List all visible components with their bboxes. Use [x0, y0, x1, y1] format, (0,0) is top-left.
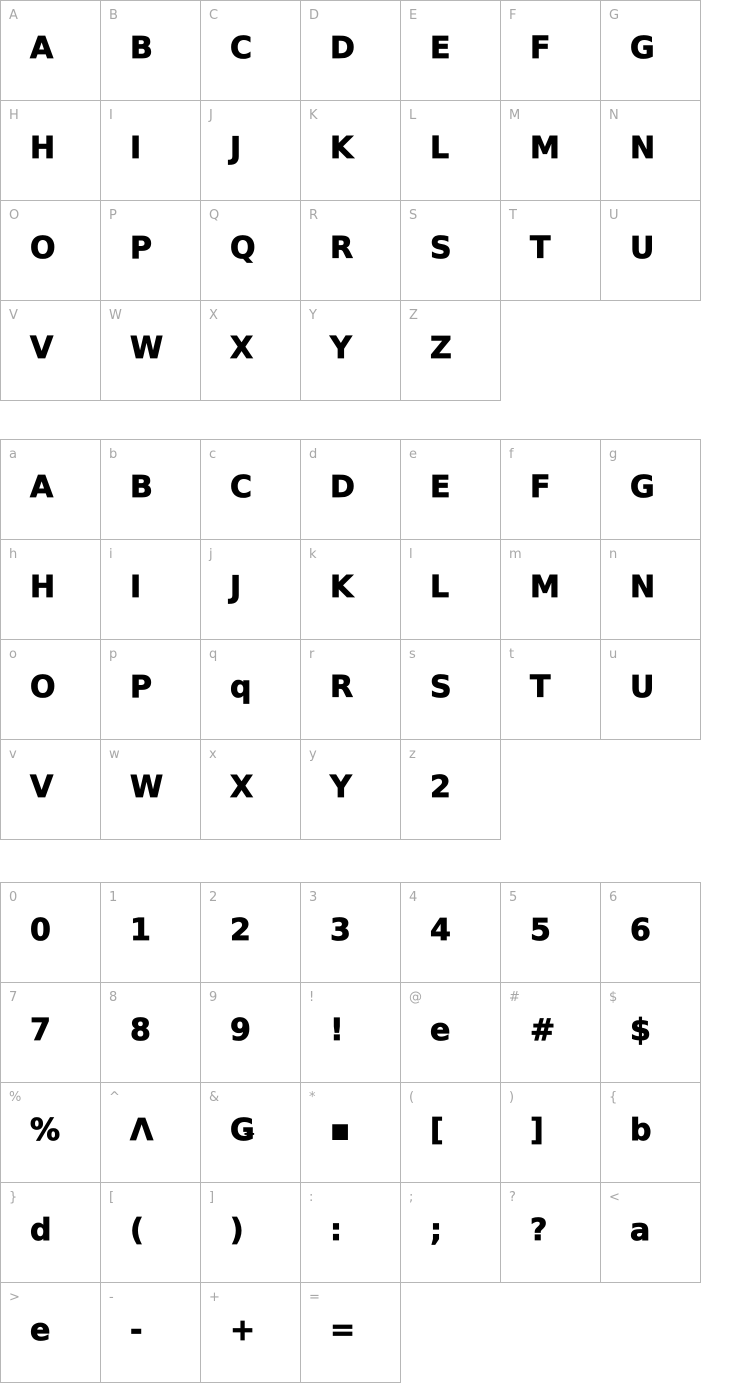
char-glyph: U	[630, 231, 655, 266]
char-code-label: <	[609, 1190, 620, 1205]
char-cell	[100, 1182, 201, 1283]
char-code-label: 2	[209, 890, 218, 905]
char-glyph: X	[230, 331, 254, 366]
char-code-label: t	[509, 647, 515, 662]
char-code-label: >	[9, 1290, 20, 1305]
char-cell	[0, 539, 101, 640]
char-cell	[400, 439, 501, 540]
char-glyph: H	[30, 131, 56, 166]
char-cell	[200, 200, 301, 301]
char-glyph: ?	[530, 1213, 548, 1248]
char-code-label: D	[309, 8, 320, 23]
char-cell	[500, 982, 601, 1083]
charmap-section-uppercase-letters	[0, 0, 701, 401]
char-cell	[400, 0, 501, 101]
char-cell	[0, 882, 101, 983]
charmap-row	[0, 101, 701, 201]
char-glyph: U	[630, 670, 655, 705]
char-code-label: M	[509, 108, 521, 123]
char-cell	[500, 200, 601, 301]
char-code-label: +	[209, 1290, 220, 1305]
char-glyph: L	[430, 570, 450, 605]
char-code-label: %	[9, 1090, 22, 1105]
char-code-label: Q	[209, 208, 220, 223]
char-cell	[0, 1182, 101, 1283]
char-glyph: 0	[30, 913, 51, 948]
char-cell	[400, 539, 501, 640]
char-cell	[100, 100, 201, 201]
char-glyph: 2	[430, 770, 451, 805]
char-code-label: p	[109, 647, 118, 662]
char-cell	[300, 1082, 401, 1183]
char-glyph: A	[30, 31, 54, 66]
char-glyph: D	[330, 470, 355, 505]
char-glyph: J	[230, 570, 242, 605]
char-code-label: 0	[9, 890, 18, 905]
char-cell	[600, 100, 701, 201]
char-cell	[400, 100, 501, 201]
char-glyph: $	[630, 1013, 651, 1048]
char-glyph: B	[130, 470, 153, 505]
char-cell	[200, 1282, 301, 1383]
char-glyph: S	[430, 670, 452, 705]
char-glyph: O	[30, 231, 56, 266]
char-cell	[300, 1282, 401, 1383]
char-glyph: :	[330, 1213, 342, 1248]
char-code-label: 8	[109, 990, 118, 1005]
char-glyph: (	[130, 1213, 144, 1248]
char-glyph: ▪	[330, 1113, 351, 1148]
char-code-label: {	[609, 1090, 618, 1105]
char-glyph: I	[130, 570, 142, 605]
char-cell	[600, 539, 701, 640]
char-code-label: c	[209, 447, 217, 462]
char-glyph: K	[330, 131, 354, 166]
char-code-label: V	[9, 308, 18, 323]
char-glyph: C	[230, 31, 253, 66]
char-glyph: 4	[430, 913, 451, 948]
char-glyph: Q	[230, 231, 256, 266]
char-cell	[600, 639, 701, 740]
char-code-label: ;	[409, 1190, 414, 1205]
char-glyph: J	[230, 131, 242, 166]
char-cell	[500, 882, 601, 983]
char-cell	[600, 982, 701, 1083]
char-code-label: S	[409, 208, 418, 223]
char-glyph: C	[230, 470, 253, 505]
char-glyph: O	[30, 670, 56, 705]
char-cell	[600, 439, 701, 540]
char-glyph: T	[530, 231, 551, 266]
char-code-label: W	[109, 308, 122, 323]
char-code-label: v	[9, 747, 17, 762]
char-cell	[500, 439, 601, 540]
char-glyph: =	[330, 1313, 356, 1348]
char-cell	[100, 200, 201, 301]
char-code-label: u	[609, 647, 618, 662]
char-code-label: 3	[309, 890, 318, 905]
char-glyph: T	[530, 670, 551, 705]
char-code-label: [	[109, 1190, 115, 1205]
char-glyph: 9	[230, 1013, 251, 1048]
char-code-label: m	[509, 547, 522, 562]
char-code-label: x	[209, 747, 217, 762]
char-code-label: $	[609, 990, 618, 1005]
char-glyph: P	[130, 231, 152, 266]
char-code-label: y	[309, 747, 317, 762]
char-glyph: 5	[530, 913, 551, 948]
char-glyph: P	[130, 670, 152, 705]
char-glyph: E	[430, 31, 451, 66]
charmap-row	[0, 1183, 701, 1283]
char-glyph: [	[430, 1113, 444, 1148]
char-cell	[300, 982, 401, 1083]
char-glyph: M	[530, 131, 560, 166]
char-code-label: =	[309, 1290, 320, 1305]
char-cell	[400, 882, 501, 983]
char-code-label: 5	[509, 890, 518, 905]
char-code-label: &	[209, 1090, 220, 1105]
char-cell	[100, 439, 201, 540]
char-code-label: a	[9, 447, 17, 462]
charmap-row	[0, 1083, 701, 1183]
char-glyph: V	[30, 331, 54, 366]
char-glyph: R	[330, 231, 354, 266]
char-cell	[200, 539, 301, 640]
char-cell	[200, 1182, 301, 1283]
char-code-label: I	[109, 108, 113, 123]
char-cell	[200, 439, 301, 540]
char-cell	[100, 300, 201, 401]
char-cell	[500, 539, 601, 640]
char-code-label: Y	[309, 308, 317, 323]
char-code-label: i	[109, 547, 113, 562]
char-cell	[500, 0, 601, 101]
char-cell	[600, 882, 701, 983]
char-code-label: ]	[209, 1190, 215, 1205]
char-code-label: B	[109, 8, 118, 23]
char-cell	[0, 1082, 101, 1183]
char-code-label: *	[309, 1090, 316, 1105]
char-code-label: O	[9, 208, 20, 223]
char-cell	[400, 982, 501, 1083]
char-glyph: a	[630, 1213, 651, 1248]
char-cell	[300, 539, 401, 640]
char-code-label: A	[9, 8, 18, 23]
char-code-label: g	[609, 447, 618, 462]
char-code-label: r	[309, 647, 315, 662]
char-glyph: W	[130, 770, 164, 805]
char-cell	[300, 0, 401, 101]
char-cell	[400, 639, 501, 740]
char-code-label: F	[509, 8, 517, 23]
char-code-label: b	[109, 447, 118, 462]
char-code-label: -	[109, 1290, 114, 1305]
char-glyph: 8	[130, 1013, 151, 1048]
char-code-label: n	[609, 547, 618, 562]
char-glyph: S	[430, 231, 452, 266]
char-code-label: L	[409, 108, 417, 123]
char-code-label: l	[409, 547, 413, 562]
char-code-label: q	[209, 647, 218, 662]
charmap-row	[0, 439, 701, 540]
char-code-label: C	[209, 8, 219, 23]
charmap-row	[0, 301, 701, 401]
char-code-label: N	[609, 108, 619, 123]
char-glyph: V	[30, 770, 54, 805]
char-glyph: W	[130, 331, 164, 366]
char-cell	[600, 1182, 701, 1283]
charmap-row	[0, 640, 701, 740]
char-cell	[0, 439, 101, 540]
char-code-label: e	[409, 447, 417, 462]
char-glyph: B	[130, 31, 153, 66]
char-cell	[300, 300, 401, 401]
char-cell	[0, 100, 101, 201]
char-cell	[600, 1082, 701, 1183]
char-cell	[400, 200, 501, 301]
char-glyph: N	[630, 131, 656, 166]
char-cell	[0, 982, 101, 1083]
char-cell	[400, 739, 501, 840]
char-code-label: Z	[409, 308, 418, 323]
char-cell	[100, 1282, 201, 1383]
char-cell	[400, 1182, 501, 1283]
char-cell	[0, 1282, 101, 1383]
char-glyph: -	[130, 1313, 143, 1348]
char-code-label: H	[9, 108, 19, 123]
char-glyph: 3	[330, 913, 351, 948]
char-cell	[500, 100, 601, 201]
char-cell	[200, 882, 301, 983]
char-cell	[200, 0, 301, 101]
char-cell	[0, 639, 101, 740]
char-cell	[0, 739, 101, 840]
char-glyph: b	[630, 1113, 652, 1148]
char-code-label: h	[9, 547, 18, 562]
char-glyph: d	[30, 1213, 52, 1248]
charmap-row	[0, 882, 701, 983]
char-cell	[0, 200, 101, 301]
char-cell	[100, 0, 201, 101]
char-glyph: )	[230, 1213, 244, 1248]
char-cell	[600, 200, 701, 301]
char-cell	[200, 100, 301, 201]
char-code-label: (	[409, 1090, 415, 1105]
charmap-section-numbers-and-symbols	[0, 882, 701, 1383]
char-code-label: G	[609, 8, 620, 23]
char-glyph: 6	[630, 913, 651, 948]
char-cell	[400, 1082, 501, 1183]
char-code-label: E	[409, 8, 418, 23]
char-cell	[100, 882, 201, 983]
char-cell	[200, 300, 301, 401]
char-glyph: Y	[330, 770, 352, 805]
char-cell	[500, 639, 601, 740]
char-glyph: +	[230, 1313, 256, 1348]
char-glyph: Z	[430, 331, 452, 366]
charmap-row	[0, 0, 701, 101]
char-glyph: e	[30, 1313, 51, 1348]
char-cell	[500, 1182, 601, 1283]
char-cell	[0, 0, 101, 101]
char-glyph: 7	[30, 1013, 51, 1048]
char-code-label: w	[109, 747, 120, 762]
char-code-label: }	[9, 1190, 18, 1205]
char-cell	[0, 300, 101, 401]
char-code-label: k	[309, 547, 317, 562]
char-glyph: L	[430, 131, 450, 166]
char-code-label: J	[209, 108, 213, 123]
charmap-row	[0, 1283, 701, 1383]
charmap-section-lowercase-letters	[0, 439, 701, 840]
char-glyph: K	[330, 570, 354, 605]
char-glyph: G	[630, 31, 655, 66]
char-cell	[600, 0, 701, 101]
char-code-label: 9	[209, 990, 218, 1005]
char-glyph: Y	[330, 331, 352, 366]
char-cell	[300, 100, 401, 201]
char-glyph: G	[630, 470, 655, 505]
char-code-label: d	[309, 447, 318, 462]
char-glyph: M	[530, 570, 560, 605]
char-cell	[200, 982, 301, 1083]
char-cell	[100, 539, 201, 640]
charmap-row	[0, 983, 701, 1083]
char-glyph: E	[430, 470, 451, 505]
char-glyph: q	[230, 670, 252, 705]
char-code-label: 6	[609, 890, 618, 905]
char-code-label: !	[309, 990, 315, 1005]
char-glyph: F	[530, 31, 551, 66]
char-code-label: f	[509, 447, 514, 462]
char-cell	[500, 1082, 601, 1183]
char-code-label: T	[509, 208, 517, 223]
char-code-label: 4	[409, 890, 418, 905]
char-glyph: Λ	[130, 1113, 154, 1148]
char-glyph: X	[230, 770, 254, 805]
char-glyph: A	[30, 470, 54, 505]
charmap-row	[0, 540, 701, 640]
char-code-label: z	[409, 747, 416, 762]
char-code-label: ^	[109, 1090, 120, 1105]
char-code-label: U	[609, 208, 619, 223]
charmap-row	[0, 201, 701, 301]
char-cell	[100, 1082, 201, 1183]
char-code-label: P	[109, 208, 117, 223]
char-glyph: R	[330, 670, 354, 705]
char-code-label: R	[309, 208, 319, 223]
char-cell	[200, 739, 301, 840]
char-cell	[100, 739, 201, 840]
char-glyph: ;	[430, 1213, 442, 1248]
char-glyph: 1	[130, 913, 151, 948]
char-code-label: ?	[509, 1190, 516, 1205]
char-code-label: s	[409, 647, 416, 662]
charmap-row	[0, 740, 701, 840]
char-code-label: o	[9, 647, 17, 662]
char-cell	[300, 1182, 401, 1283]
char-cell	[200, 1082, 301, 1183]
char-code-label: K	[309, 108, 318, 123]
char-cell	[400, 300, 501, 401]
char-glyph: e	[430, 1013, 451, 1048]
char-cell	[300, 639, 401, 740]
char-cell	[300, 439, 401, 540]
char-glyph: %	[30, 1113, 61, 1148]
char-code-label: @	[409, 990, 422, 1005]
char-cell	[100, 639, 201, 740]
char-glyph: Ǥ	[230, 1113, 255, 1148]
char-glyph: N	[630, 570, 656, 605]
char-glyph: I	[130, 131, 142, 166]
char-cell	[300, 882, 401, 983]
char-glyph: D	[330, 31, 355, 66]
char-glyph: ]	[530, 1113, 544, 1148]
char-glyph: #	[530, 1013, 556, 1048]
char-cell	[300, 739, 401, 840]
char-glyph: F	[530, 470, 551, 505]
char-code-label: 7	[9, 990, 18, 1005]
char-code-label: :	[309, 1190, 314, 1205]
char-cell	[200, 639, 301, 740]
char-code-label: X	[209, 308, 218, 323]
char-code-label: )	[509, 1090, 515, 1105]
char-code-label: 1	[109, 890, 118, 905]
char-cell	[300, 200, 401, 301]
char-code-label: j	[209, 547, 213, 562]
char-glyph: !	[330, 1013, 344, 1048]
char-cell	[100, 982, 201, 1083]
char-glyph: H	[30, 570, 56, 605]
char-glyph: 2	[230, 913, 251, 948]
char-code-label: #	[509, 990, 520, 1005]
